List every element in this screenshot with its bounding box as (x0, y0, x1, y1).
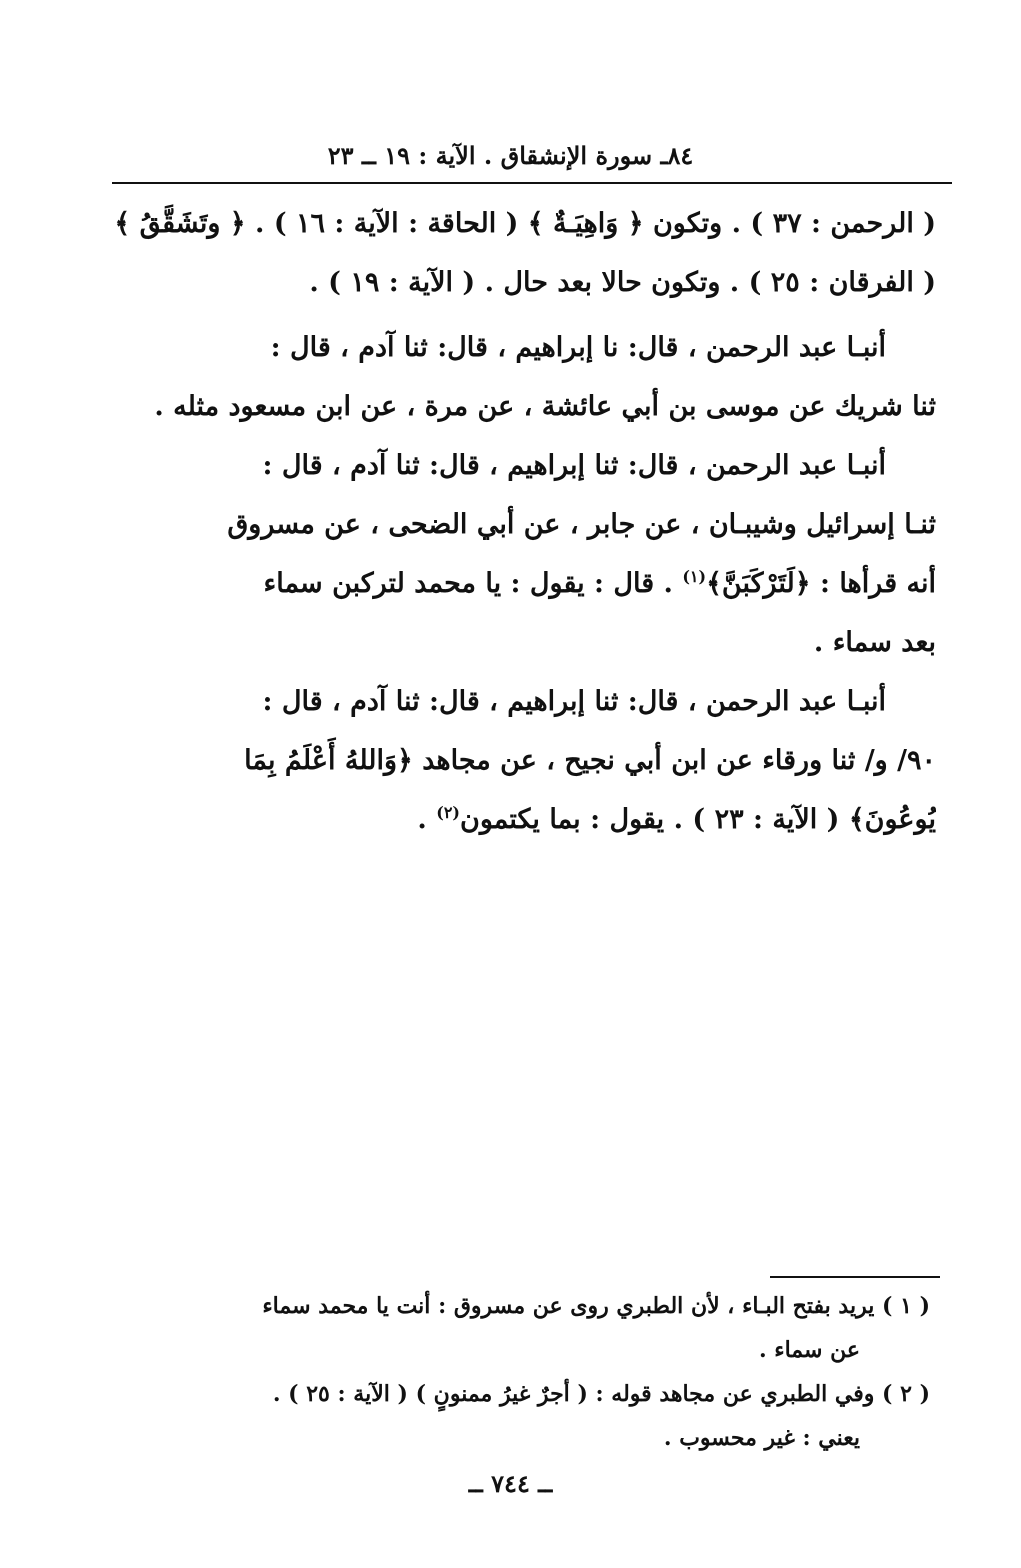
header-rule (112, 182, 952, 184)
text-line-7 (110, 554, 936, 613)
quran-quote: أنه قرأها : ﴿لَتَرْكَبَنَّ﴾ (706, 568, 936, 599)
footnote-rule (770, 1276, 940, 1278)
text-line-2: ( الفرقان : ٢٥ ) . وتكون حالا بعد حال . ( الآية : ١٩ ) . (309, 267, 936, 298)
text-line-7-rest: . قال : يقول : يا محمد لتركبن سماء (263, 568, 673, 599)
text-line-3: أنبـا عبد الرحمن ، قال: نا إبراهيم ، قال: ثنا آدم ، قال : (270, 332, 886, 363)
footnote-2: ( ٢ ) وفي الطبري عن مجاهد قوله : ( أجرٌ غيرُ ممنونٍ ) ( الآية : ٢٥ ) . (272, 1381, 930, 1407)
running-title: ٨٤ـ سورة الإنشقاق . الآية : ١٩ ــ ٢٣ (327, 141, 694, 170)
footnote-1: ( ١ ) يريد بفتح البـاء ، لأن الطبري روى عن مسروق : أنت يا محمد سماء (262, 1293, 930, 1319)
text-line-11 (110, 790, 936, 849)
text-line-11-end: . (417, 804, 427, 835)
footnote-ref-1: (١) (682, 567, 707, 586)
text-line-4: ثنا شريك عن موسى بن أبي عائشة ، عن مرة ، عن ابن مسعود مثله . (154, 391, 936, 422)
text-line-8: بعد سماء . (813, 627, 936, 658)
text-line-10: ٩٠/ و/ ثنا ورقاء عن ابن أبي نجيح ، عن مجاهد ﴿وَاللهُ أَعْلَمُ بِمَا (244, 745, 936, 776)
page-number: ــ ٧٤٤ ــ (468, 1469, 553, 1498)
text-line-1: ( الرحمن : ٣٧ ) . وتكون ﴿ وَاهِيَـةٌ ﴾ ( الحاقة : الآية : ١٦ ) . ﴿ وتَشَقَّقُ ﴾ (114, 208, 936, 239)
footnotes (100, 1284, 930, 1460)
text-line-5: أنبـا عبد الرحمن ، قال: ثنا إبراهيم ، قال: ثنا آدم ، قال : (262, 450, 886, 481)
footnote-1-continued: عن سماء . (758, 1337, 860, 1363)
text-line-11-main: يُوعُونَ﴾ ( الآية : ٢٣ ) . يقول : بما يكتمون (459, 804, 936, 835)
footnote-2-continued: يعني : غير محسوب . (663, 1425, 860, 1451)
main-text (110, 194, 936, 849)
footnote-ref-2: (٢) (436, 803, 460, 822)
text-line-6: ثنـا إسرائيل وشيبـان ، عن جابر ، عن أبي الضحى ، عن مسروق (227, 509, 936, 540)
text-line-9: أنبـا عبد الرحمن ، قال: ثنا إبراهيم ، قال: ثنا آدم ، قال : (262, 686, 886, 717)
